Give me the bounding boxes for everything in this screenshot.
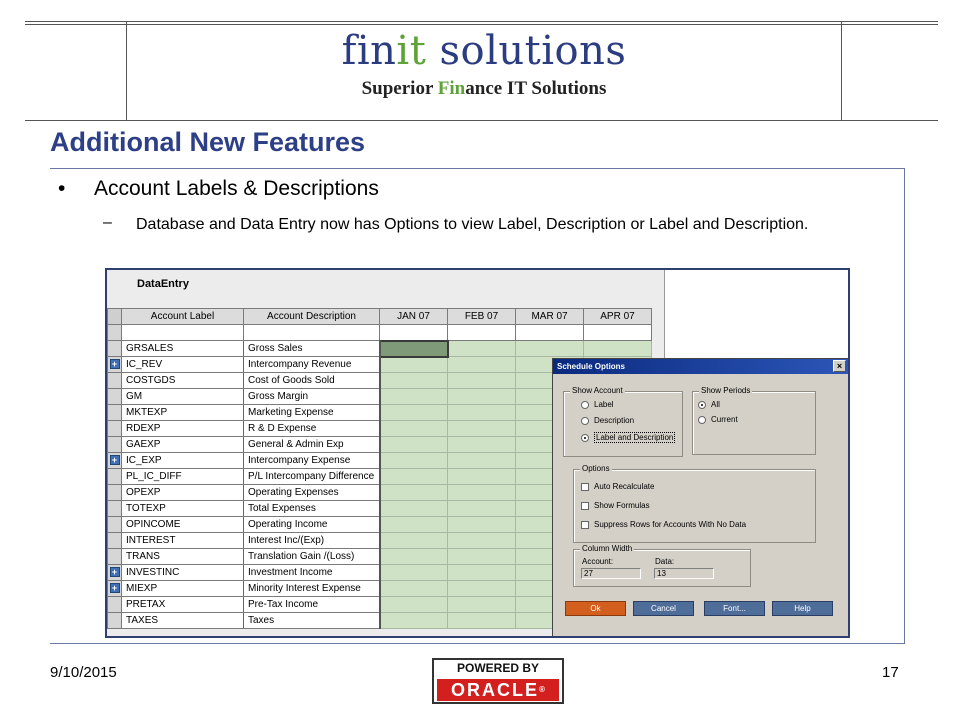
blank-cell[interactable]: [122, 325, 244, 341]
page-number: 17: [882, 664, 899, 681]
powered-by-text: POWERED BY: [434, 660, 562, 678]
row-header[interactable]: [108, 565, 122, 581]
account-description-cell[interactable]: Operating Income: [244, 517, 380, 533]
finit-solutions-logo: [128, 24, 840, 119]
account-description-cell[interactable]: Intercompany Revenue: [244, 357, 380, 373]
logo-tagline: [128, 78, 840, 100]
data-cell[interactable]: [516, 341, 584, 357]
logo-tagline-part: Superior: [361, 78, 438, 99]
row-header[interactable]: [108, 405, 122, 421]
account-label-cell[interactable]: MIEXP: [122, 581, 244, 597]
column-header[interactable]: Account Description: [244, 309, 380, 325]
account-label-cell[interactable]: OPEXP: [122, 485, 244, 501]
bullet-heading: Account Labels & Descriptions: [94, 177, 379, 200]
data-cell[interactable]: [380, 469, 448, 485]
account-description-cell[interactable]: Gross Margin: [244, 389, 380, 405]
header-left-divider: [126, 22, 127, 121]
data-cell[interactable]: [448, 581, 516, 597]
data-entry-window: [105, 268, 850, 638]
account-label-cell[interactable]: PRETAX: [122, 597, 244, 613]
data-cell[interactable]: [448, 341, 516, 357]
help-button[interactable]: Help: [772, 601, 833, 616]
group-label: Column Width: [582, 544, 633, 553]
data-cell[interactable]: [380, 533, 448, 549]
row-header: [108, 325, 122, 341]
blank-cell[interactable]: [516, 325, 584, 341]
data-cell[interactable]: [380, 517, 448, 533]
header-top-rule: [25, 21, 938, 22]
checkbox-icon[interactable]: [581, 521, 589, 529]
column-header[interactable]: JAN 07: [380, 309, 448, 325]
row-header[interactable]: [108, 357, 122, 373]
data-cell[interactable]: [448, 517, 516, 533]
data-cell[interactable]: [380, 389, 448, 405]
data-cell[interactable]: [448, 421, 516, 437]
account-label-cell[interactable]: INTEREST: [122, 533, 244, 549]
row-header[interactable]: [108, 533, 122, 549]
radio-label[interactable]: [581, 400, 614, 409]
account-description-cell[interactable]: General & Admin Exp: [244, 437, 380, 453]
cancel-button[interactable]: Cancel: [633, 601, 694, 616]
radio-selected-icon[interactable]: [698, 401, 706, 409]
option-text: Label: [594, 400, 614, 409]
column-header[interactable]: FEB 07: [448, 309, 516, 325]
row-header[interactable]: [108, 453, 122, 469]
group-label: Options: [582, 464, 610, 473]
data-width-field[interactable]: 13: [654, 568, 714, 579]
account-description-cell[interactable]: Investment Income: [244, 565, 380, 581]
option-text: Suppress Rows for Accounts With No Data: [594, 520, 747, 529]
data-cell[interactable]: [448, 373, 516, 389]
logo-title-part: solutions: [426, 28, 627, 74]
data-cell[interactable]: [380, 453, 448, 469]
option-text: All: [711, 400, 720, 409]
checkbox-suppress-rows[interactable]: [581, 520, 746, 529]
row-header[interactable]: [108, 469, 122, 485]
row-header[interactable]: [108, 437, 122, 453]
registered-mark: ®: [539, 685, 545, 694]
account-description-cell[interactable]: R & D Expense: [244, 421, 380, 437]
data-cell[interactable]: [380, 373, 448, 389]
data-cell[interactable]: [448, 405, 516, 421]
radio-description[interactable]: [581, 416, 634, 425]
account-label-cell[interactable]: INVESTINC: [122, 565, 244, 581]
account-description-cell[interactable]: Minority Interest Expense: [244, 581, 380, 597]
account-description-cell[interactable]: Cost of Goods Sold: [244, 373, 380, 389]
powered-by-oracle-logo: [432, 658, 564, 704]
header-bottom-rule: [25, 120, 938, 121]
ok-button[interactable]: Ok: [565, 601, 626, 616]
schedule-options-dialog: [552, 358, 849, 638]
account-description-cell[interactable]: Gross Sales: [244, 341, 380, 357]
account-label-cell[interactable]: IC_EXP: [122, 453, 244, 469]
checkbox-auto-recalculate[interactable]: [581, 482, 654, 491]
row-header[interactable]: [108, 501, 122, 517]
group-label: Show Periods: [701, 386, 751, 395]
window-title: DataEntry: [137, 278, 189, 290]
account-description-cell[interactable]: Taxes: [244, 613, 380, 629]
data-cell[interactable]: [380, 485, 448, 501]
account-width-field[interactable]: 27: [581, 568, 641, 579]
row-header[interactable]: [108, 517, 122, 533]
font-button[interactable]: Font...: [704, 601, 765, 616]
data-cell[interactable]: [380, 549, 448, 565]
data-cell[interactable]: [380, 501, 448, 517]
data-cell[interactable]: [448, 453, 516, 469]
slide-title: Additional New Features: [50, 127, 366, 157]
sub-bullet-marker: –: [103, 214, 112, 231]
logo-title-part: fin: [341, 28, 397, 74]
account-description-cell[interactable]: Marketing Expense: [244, 405, 380, 421]
option-text: Label and Description: [596, 433, 674, 442]
data-cell[interactable]: [380, 613, 448, 629]
data-cell[interactable]: [380, 565, 448, 581]
data-cell[interactable]: [448, 437, 516, 453]
data-cell[interactable]: [448, 389, 516, 405]
radio-icon[interactable]: [581, 401, 589, 409]
account-label-cell[interactable]: TAXES: [122, 613, 244, 629]
data-cell[interactable]: [448, 597, 516, 613]
column-header[interactable]: MAR 07: [516, 309, 584, 325]
data-cell[interactable]: [380, 357, 448, 373]
bullet-marker: •: [58, 177, 66, 200]
row-header[interactable]: [108, 549, 122, 565]
account-label-cell[interactable]: COSTGDS: [122, 373, 244, 389]
data-cell[interactable]: [448, 357, 516, 373]
account-label-cell[interactable]: PL_IC_DIFF: [122, 469, 244, 485]
data-cell[interactable]: [380, 437, 448, 453]
radio-icon[interactable]: [581, 417, 589, 425]
row-header[interactable]: [108, 389, 122, 405]
column-header[interactable]: Account Label: [122, 309, 244, 325]
sub-bullet-text: Database and Data Entry now has Options to view Label, Description or Label and Description.: [136, 216, 809, 233]
expand-icon[interactable]: +: [110, 455, 120, 465]
logo-tagline-fin: Fin: [437, 78, 466, 99]
data-width-label: Data:: [655, 557, 675, 566]
blank-cell[interactable]: [380, 325, 448, 341]
account-description-cell[interactable]: Total Expenses: [244, 501, 380, 517]
data-cell[interactable]: [448, 469, 516, 485]
blank-cell[interactable]: [584, 325, 652, 341]
data-cell[interactable]: [448, 485, 516, 501]
header-right-divider: [841, 22, 842, 121]
data-cell[interactable]: [448, 565, 516, 581]
account-label-cell[interactable]: GM: [122, 389, 244, 405]
option-text: Show Formulas: [594, 501, 650, 510]
account-description-cell[interactable]: Intercompany Expense: [244, 453, 380, 469]
radio-icon[interactable]: [698, 416, 706, 424]
column-header[interactable]: APR 07: [584, 309, 652, 325]
data-cell[interactable]: [584, 341, 652, 357]
logo-title: [128, 28, 840, 74]
data-cell[interactable]: [448, 549, 516, 565]
close-icon[interactable]: ×: [833, 360, 846, 372]
checkbox-icon[interactable]: [581, 483, 589, 491]
slide-date: 9/10/2015: [50, 664, 117, 681]
option-text: Auto Recalculate: [594, 482, 655, 491]
account-description-cell[interactable]: Interest Inc/(Exp): [244, 533, 380, 549]
data-cell[interactable]: [448, 613, 516, 629]
radio-current[interactable]: [698, 415, 738, 424]
oracle-text: ORACLE: [451, 680, 540, 700]
data-cell[interactable]: [380, 581, 448, 597]
corner-header: [108, 309, 122, 325]
account-label-cell[interactable]: MKTEXP: [122, 405, 244, 421]
expand-icon[interactable]: +: [110, 567, 120, 577]
account-label-cell[interactable]: OPINCOME: [122, 517, 244, 533]
row-header[interactable]: [108, 421, 122, 437]
row-header[interactable]: [108, 597, 122, 613]
logo-tagline-part: ance IT Solutions: [465, 78, 607, 99]
expand-icon[interactable]: +: [110, 583, 120, 593]
logo-title-it: it: [396, 28, 427, 74]
account-label-cell[interactable]: GRSALES: [122, 341, 244, 357]
table-row: [108, 341, 652, 357]
checkbox-icon[interactable]: [581, 502, 589, 510]
row-header[interactable]: [108, 373, 122, 389]
account-description-cell[interactable]: P/L Intercompany Difference: [244, 469, 380, 485]
oracle-wordmark: [437, 679, 559, 701]
selected-data-cell[interactable]: [380, 341, 448, 357]
option-text: Description: [594, 416, 635, 425]
row-header[interactable]: [108, 581, 122, 597]
radio-selected-icon[interactable]: [581, 434, 589, 442]
checkbox-show-formulas[interactable]: [581, 501, 650, 510]
data-cell[interactable]: [448, 533, 516, 549]
account-description-cell[interactable]: Pre-Tax Income: [244, 597, 380, 613]
account-label-cell[interactable]: TRANS: [122, 549, 244, 565]
radio-all[interactable]: [698, 400, 720, 409]
account-width-label: Account:: [582, 557, 614, 566]
account-label-cell[interactable]: GAEXP: [122, 437, 244, 453]
data-cell[interactable]: [448, 501, 516, 517]
row-header[interactable]: [108, 613, 122, 629]
blank-cell[interactable]: [448, 325, 516, 341]
data-cell[interactable]: [380, 405, 448, 421]
account-label-cell[interactable]: IC_REV: [122, 357, 244, 373]
radio-label-and-description[interactable]: [581, 432, 675, 443]
dialog-title: Schedule Options: [557, 362, 626, 371]
data-cell[interactable]: [380, 597, 448, 613]
account-label-cell[interactable]: RDEXP: [122, 421, 244, 437]
row-header[interactable]: [108, 485, 122, 501]
blank-cell[interactable]: [244, 325, 380, 341]
expand-icon[interactable]: +: [110, 359, 120, 369]
account-description-cell[interactable]: Translation Gain /(Loss): [244, 549, 380, 565]
dialog-title-bar: [553, 359, 848, 374]
row-header[interactable]: [108, 341, 122, 357]
account-label-cell[interactable]: TOTEXP: [122, 501, 244, 517]
data-cell[interactable]: [380, 421, 448, 437]
option-text: Current: [711, 415, 738, 424]
group-label: Show Account: [572, 386, 623, 395]
account-description-cell[interactable]: Operating Expenses: [244, 485, 380, 501]
